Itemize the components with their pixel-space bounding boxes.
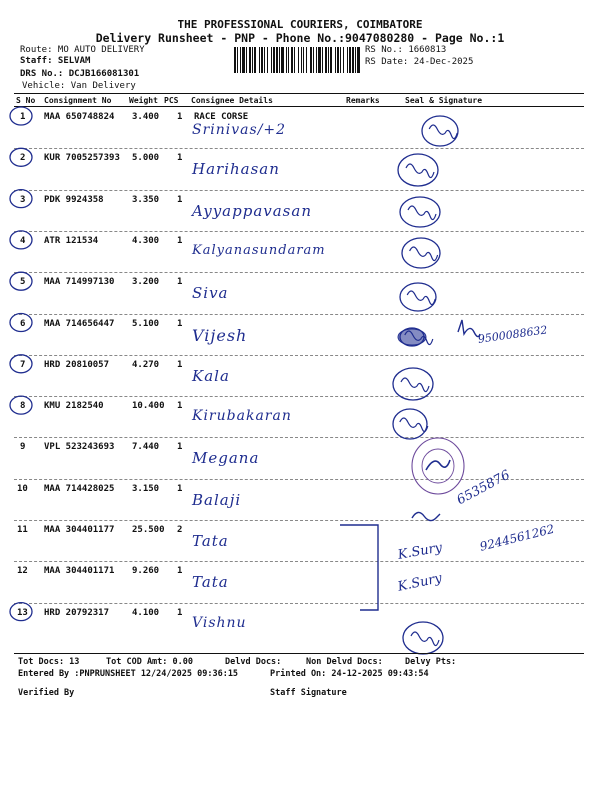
- handwritten-consignee-name: Harihasan: [192, 160, 280, 179]
- handwritten-consignee-name: Vishnu: [192, 614, 247, 631]
- row-serial-number: 5: [20, 277, 26, 288]
- weight-value: 25.500: [132, 525, 165, 535]
- vehicle: Vehicle: Van Delivery: [22, 81, 136, 91]
- handwritten-consignee-name: Kala: [192, 366, 230, 385]
- footer-rule: [14, 653, 584, 654]
- seal-stamp: [403, 622, 443, 654]
- col-seal-signature: Seal & Signature: [405, 96, 483, 105]
- seal-stamp: [398, 154, 438, 186]
- consignment-number: HRD 20810057: [44, 359, 110, 370]
- weight-value: 5.100: [132, 318, 160, 329]
- runsheet-title: Delivery Runsheet - PNP - Phone No.:9047080280 - Page No.:1: [95, 31, 505, 45]
- weight-value: 10.400: [132, 401, 165, 412]
- handwritten-phone-number: 9244561262: [478, 521, 556, 554]
- col-consignee: Consignee Details: [191, 96, 273, 105]
- row-serial-number: 6: [20, 318, 26, 329]
- weight-value: 3.400: [132, 112, 160, 122]
- consignment-number: KMU 2182540: [44, 401, 104, 412]
- handwritten-phone-number: 6535876: [454, 467, 513, 509]
- handwritten-consignee-name: Ayyappavasan: [192, 201, 312, 220]
- col-sno: S No: [16, 96, 36, 105]
- consignment-number: MAA 714656447: [44, 318, 115, 329]
- signature-scribble: [408, 206, 436, 220]
- handwritten-consignee-name: Siva: [192, 284, 229, 303]
- row-serial-number: 13: [17, 607, 28, 618]
- signature-scribble: [411, 632, 439, 646]
- handwritten-consignee-name: Kirubakaran: [192, 408, 292, 425]
- pieces-count: 1: [177, 401, 183, 412]
- pieces-count: 1: [177, 318, 183, 329]
- pieces-count: 1: [177, 112, 183, 122]
- drs-number: DRS No.: DCJB166081301: [20, 69, 140, 79]
- seal-stamp: [402, 238, 440, 268]
- route: Route: MO AUTO DELIVERY: [20, 45, 145, 55]
- consignment-number: HRD 20792317: [44, 607, 110, 618]
- handwritten-consignee-name: Megana: [192, 449, 260, 468]
- total-docs: Tot Docs: 13: [18, 657, 80, 667]
- pieces-count: 1: [177, 235, 183, 246]
- consignee-address: RACE CORSE: [194, 112, 249, 122]
- pieces-count: 1: [177, 442, 183, 453]
- row-serial-number: 10: [17, 483, 28, 494]
- bracket-mark: [340, 525, 378, 610]
- consignment-number: MAA 714428025: [44, 483, 115, 494]
- handwritten-consignee-name: Srinivas/+2: [192, 122, 287, 138]
- handwritten-phone-number: 9500088632: [477, 323, 549, 346]
- row-serial-number: 11: [17, 525, 28, 535]
- pieces-count: 1: [177, 153, 183, 164]
- consignment-number: MAA 650748824: [44, 112, 115, 122]
- pieces-count: 1: [177, 483, 183, 494]
- consignment-number: VPL 523243693: [44, 442, 115, 453]
- row-serial-number: 8: [20, 401, 26, 412]
- printed-on: Printed On: 24-12-2025 09:43:54: [270, 669, 429, 679]
- signature-scribble: [400, 418, 428, 432]
- staff-signature: Staff Signature: [270, 688, 347, 698]
- handwritten-consignee-name: Kalyanasundaram: [192, 242, 326, 258]
- rs-number: RS No.: 1660813: [365, 45, 447, 55]
- handwritten-signature-text: K.Sury: [396, 540, 444, 563]
- weight-value: 3.200: [132, 277, 160, 288]
- signature-scribble: [407, 291, 435, 305]
- non-delivered-docs: Non Delvd Docs:: [306, 657, 383, 667]
- pieces-count: 1: [177, 566, 183, 577]
- consignment-number: MAA 304401171: [44, 566, 115, 577]
- handwritten-consignee-name: Tata: [192, 532, 229, 550]
- seal-stamp: [393, 409, 427, 439]
- pieces-count: 1: [177, 359, 183, 370]
- pieces-count: 1: [177, 277, 183, 288]
- consignment-number: ATR 121534: [44, 235, 99, 246]
- handwritten-consignee-name: Vijesh: [192, 325, 248, 345]
- pieces-count: 1: [177, 607, 183, 618]
- weight-value: 5.000: [132, 153, 160, 164]
- signature-scribble: [410, 247, 438, 261]
- weight-value: 4.270: [132, 359, 160, 370]
- handwritten-signature-text: K.Sury: [396, 570, 444, 595]
- col-weight: Weight: [129, 96, 158, 105]
- weight-value: 4.100: [132, 607, 160, 618]
- handwritten-consignee-name: Balaji: [192, 490, 242, 509]
- row-serial-number: 4: [20, 235, 26, 246]
- seal-stamp: [400, 197, 440, 227]
- weight-value: 9.260: [132, 566, 160, 577]
- consignment-number: MAA 714997130: [44, 277, 115, 288]
- row-serial-number: 2: [20, 153, 26, 164]
- delivered-docs: Delvd Docs:: [225, 657, 282, 667]
- signature-scribble: [406, 164, 434, 178]
- signature-scribble: [429, 125, 457, 139]
- pieces-count: 1: [177, 194, 183, 205]
- col-remarks: Remarks: [346, 96, 380, 105]
- delivery-points: Delvy Pts:: [405, 657, 457, 667]
- total-cod-amount: Tot COD Amt: 0.00: [106, 657, 193, 667]
- entered-by: Entered By :PNPRUNSHEET 12/24/2025 09:36:15: [18, 669, 239, 679]
- row-serial-number: 9: [20, 442, 26, 453]
- row-serial-number: 3: [20, 194, 26, 205]
- weight-value: 3.150: [132, 483, 160, 494]
- col-pcs: PCS: [164, 96, 179, 105]
- seal-stamp: [400, 283, 436, 311]
- row-serial-number: 7: [20, 359, 26, 370]
- signature-scribble: [401, 378, 429, 392]
- weight-value: 4.300: [132, 235, 160, 246]
- company-name: THE PROFESSIONAL COURIERS, COIMBATORE: [177, 18, 423, 31]
- pieces-count: 2: [177, 525, 183, 535]
- staff: Staff: SELVAM: [20, 56, 91, 66]
- weight-value: 7.440: [132, 442, 160, 453]
- seal-stamp: [393, 368, 433, 400]
- seal-stamp: [422, 116, 458, 146]
- col-consignment: Consignment No: [44, 96, 112, 105]
- consignment-number: PDK 9924358: [44, 194, 104, 205]
- verified-by: Verified By: [18, 688, 75, 698]
- consignment-number: MAA 304401177: [44, 525, 115, 535]
- row-serial-number: 1: [20, 112, 26, 122]
- handwritten-consignee-name: Tata: [192, 573, 229, 592]
- row-serial-number: 12: [17, 566, 28, 577]
- weight-value: 3.350: [132, 194, 160, 205]
- rs-date: RS Date: 24-Dec-2025: [365, 57, 474, 67]
- consignment-number: KUR 7005257393: [44, 153, 120, 164]
